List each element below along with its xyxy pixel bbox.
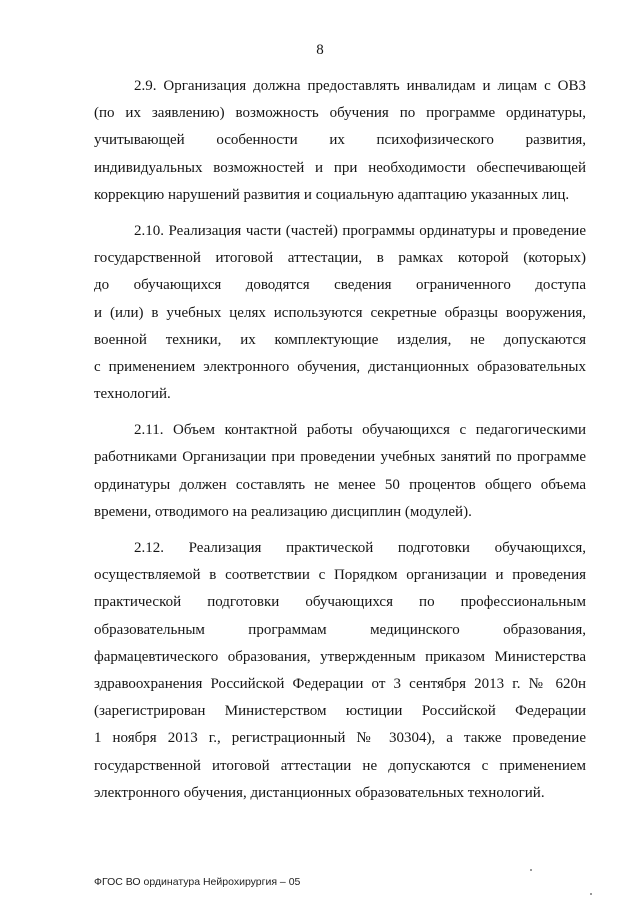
- scan-speck: [530, 869, 532, 871]
- text-line: государственной итоговой аттестации, в рамках которой (которых): [94, 250, 586, 267]
- scan-speck: [590, 893, 592, 895]
- text-line: ординатуры должен составлять не менее 50 процентов общего объема: [94, 476, 586, 493]
- body-text: [94, 73, 586, 816]
- page-footer: ФГОС ВО ординатура Нейрохирургия – 05: [94, 876, 301, 888]
- text-line: образовательным программам медицинского образования,: [94, 621, 586, 638]
- text-line: осуществляемой в соответствии с Порядком организации и проведения: [94, 567, 586, 584]
- text-line: 2.9. Организация должна предоставлять инвалидам и лицам с ОВЗ: [134, 78, 586, 94]
- paragraph-2-9: [94, 73, 586, 209]
- text-line: 2.11. Объем контактной работы обучающихся с педагогическими: [134, 422, 586, 439]
- text-line: (зарегистрирован Министерством юстиции Российской Федерации: [94, 703, 586, 720]
- text-line: с применением электронного обучения, дистанционных образовательных: [94, 358, 586, 375]
- text-line: военной техники, их комплектующие изделия, не допускаются: [94, 331, 586, 348]
- text-line: работниками Организации при проведении учебных занятий по программе: [94, 449, 586, 466]
- text-line: фармацевтического образования, утвержденным приказом Министерства: [94, 648, 586, 665]
- text-line: государственной итоговой аттестации не допускаются с применением: [94, 757, 586, 774]
- paragraph-2-11: [94, 417, 586, 526]
- text-line: индивидуальных возможностей и при необходимости обеспечивающей: [94, 159, 586, 176]
- text-line: практической подготовки обучающихся по профессиональным: [94, 594, 586, 611]
- paragraph-2-12: [94, 535, 586, 807]
- text-line: 1 ноября 2013 г., регистрационный № 30304), а также проведение: [94, 730, 586, 747]
- text-line: электронного обучения, дистанционных образовательных технологий.: [94, 784, 545, 801]
- text-line: коррекцию нарушений развития и социальную адаптацию указанных лиц.: [94, 186, 570, 203]
- paragraph-2-10: [94, 218, 586, 408]
- page-number: 8: [316, 42, 324, 58]
- text-line: и (или) в учебных целях используются секретные образцы вооружения,: [94, 304, 586, 321]
- text-line: 2.10. Реализация части (частей) программы ординатуры и проведение: [134, 222, 586, 239]
- text-line: (по их заявлению) возможность обучения по программе ординатуры,: [94, 105, 586, 122]
- text-line: до обучающихся доводятся сведения ограниченного доступа: [94, 277, 586, 294]
- text-line: 2.12. Реализация практической подготовки обучающихся,: [134, 540, 586, 556]
- text-line: времени, отводимого на реализацию дисциплин (модулей).: [94, 503, 472, 520]
- text-line: здравоохранения Российской Федерации от 3 сентября 2013 г. № 620н: [94, 675, 586, 692]
- text-line: технологий.: [94, 386, 171, 403]
- text-line: учитывающей особенности их психофизического развития,: [94, 132, 586, 149]
